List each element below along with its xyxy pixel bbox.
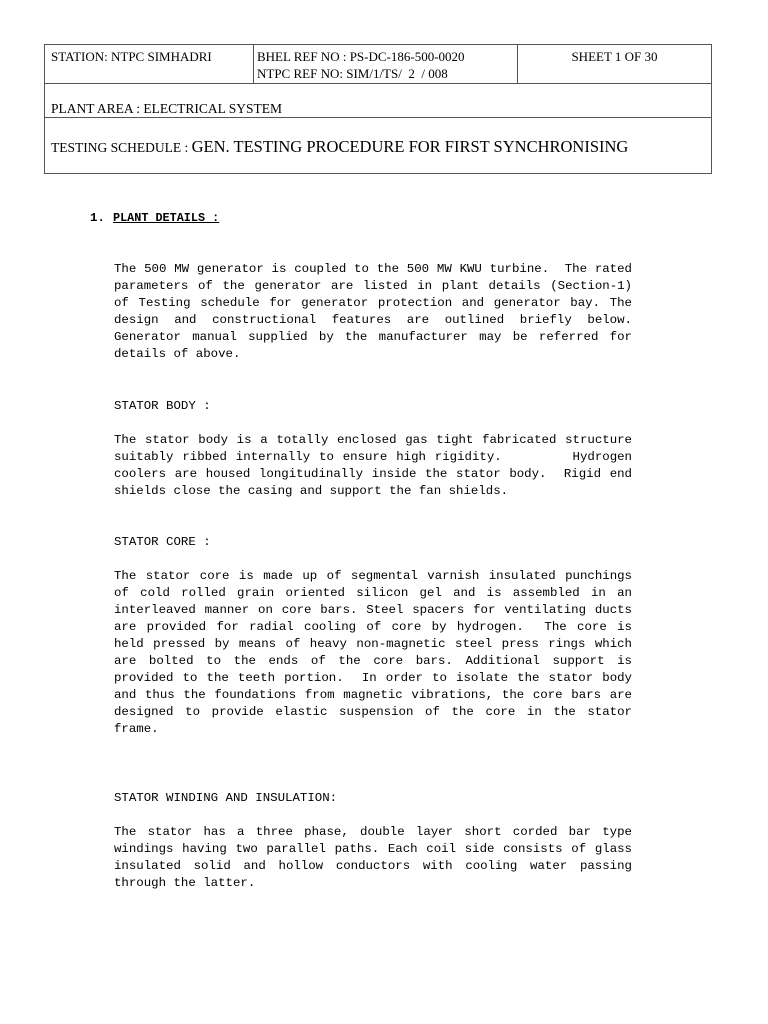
- plant-area-cell: [45, 84, 712, 118]
- intro-paragraph: The 500 MW generator is coupled to the 500 MW KWU turbine. The rated parameters of the generator are listed in plant details (Section-1) of Testing schedule for generator protection and generator bay. The design and constructional features are outlined briefly below. Generator manual supplied by the manufacturer may be referred for details of above.: [114, 262, 640, 361]
- stator-body-paragraph: The stator body is a totally enclosed gas tight fabricated structure suitably ribbed internally to ensure high rigidity. Hydrogen coolers are housed longitudinally inside the stator body. Rigid end shields close the casing and support the fan shields.: [114, 433, 640, 498]
- station-label: STATION: NTPC SIMHADRI: [51, 49, 212, 64]
- testing-schedule-title: GEN. TESTING PROCEDURE FOR FIRST SYNCHRONISING: [191, 137, 629, 156]
- document-header-table: [44, 44, 712, 174]
- reference-cell: [254, 45, 518, 84]
- stator-body-heading: STATOR BODY :: [114, 399, 211, 413]
- section-number: 1.: [90, 211, 105, 225]
- ntpc-ref: NTPC REF NO: SIM/1/TS/ 2 / 008: [257, 66, 448, 81]
- sheet-number: SHEET 1 OF 30: [571, 49, 658, 64]
- section-title: PLANT DETAILS :: [113, 211, 220, 225]
- bhel-ref: BHEL REF NO : PS-DC-186-500-0020: [257, 49, 465, 64]
- testing-schedule-cell: [45, 118, 712, 174]
- station-cell: [45, 45, 254, 84]
- stator-winding-paragraph: The stator has a three phase, double layer short corded bar type windings having two parallel paths. Each coil side consists of glass insulated solid and hollow conductors with cooling water passing through the latter.: [114, 825, 640, 890]
- sheet-cell: [518, 45, 712, 84]
- stator-winding-heading: STATOR WINDING AND INSULATION:: [114, 791, 338, 805]
- stator-core-paragraph: The stator core is made up of segmental varnish insulated punchings of cold rolled grain oriented silicon gel and is assembled in an interleaved manner on core bars. Steel spacers for ventilating ducts are provided for radial cooling of core by hydrogen. The core is held pressed by means of heavy non-magnetic steel press rings which are bolted to the ends of the core bars. Additional support is provided to the teeth portion. In order to isolate the stator body and thus the foundations from magnetic vibrations, the core bars are designed to provide elastic suspension of the core in the stator frame.: [114, 569, 640, 736]
- plant-area: PLANT AREA : ELECTRICAL SYSTEM: [51, 101, 283, 116]
- testing-schedule-label: TESTING SCHEDULE :: [51, 140, 192, 155]
- stator-core-heading: STATOR CORE :: [114, 535, 211, 549]
